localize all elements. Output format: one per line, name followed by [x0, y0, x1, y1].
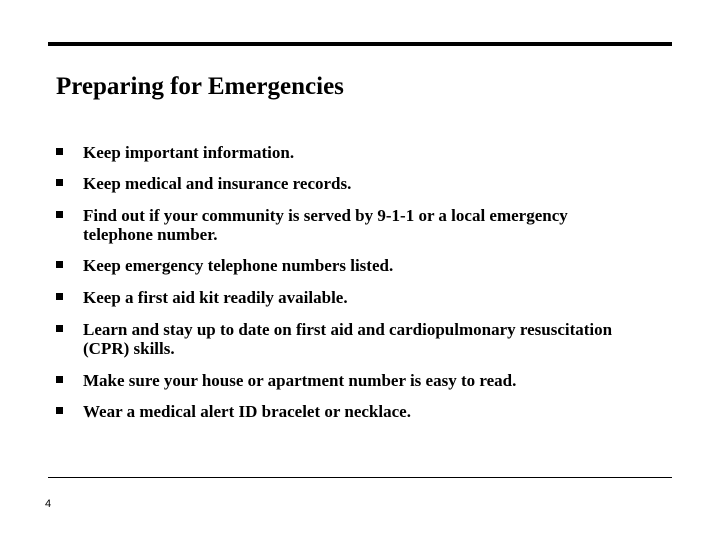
square-bullet-icon	[56, 407, 63, 414]
square-bullet-icon	[56, 293, 63, 300]
top-divider	[48, 42, 672, 46]
bullet-item: Keep medical and insurance records.	[56, 174, 663, 193]
square-bullet-icon	[56, 376, 63, 383]
square-bullet-icon	[56, 179, 63, 186]
bullet-item: Keep important information.	[56, 143, 663, 162]
bullet-item: Wear a medical alert ID bracelet or necklace.	[56, 402, 663, 421]
bottom-divider	[48, 477, 672, 478]
bullet-item: Keep emergency telephone numbers listed.	[56, 256, 663, 275]
page-number: 4	[45, 498, 52, 510]
square-bullet-icon	[56, 261, 63, 268]
square-bullet-icon	[56, 148, 63, 155]
bullet-item: Make sure your house or apartment number is easy to read.	[56, 371, 663, 390]
bullet-item: Find out if your community is served by 9-1-1 or a local emergency telephone number.	[56, 206, 573, 244]
bullet-item: Keep a first aid kit readily available.	[56, 288, 663, 307]
square-bullet-icon	[56, 325, 63, 332]
square-bullet-icon	[56, 211, 63, 218]
bullet-item: Learn and stay up to date on first aid and cardiopulmonary resuscitation (CPR) skills.	[56, 320, 623, 358]
slide-title: Preparing for Emergencies	[56, 73, 344, 100]
